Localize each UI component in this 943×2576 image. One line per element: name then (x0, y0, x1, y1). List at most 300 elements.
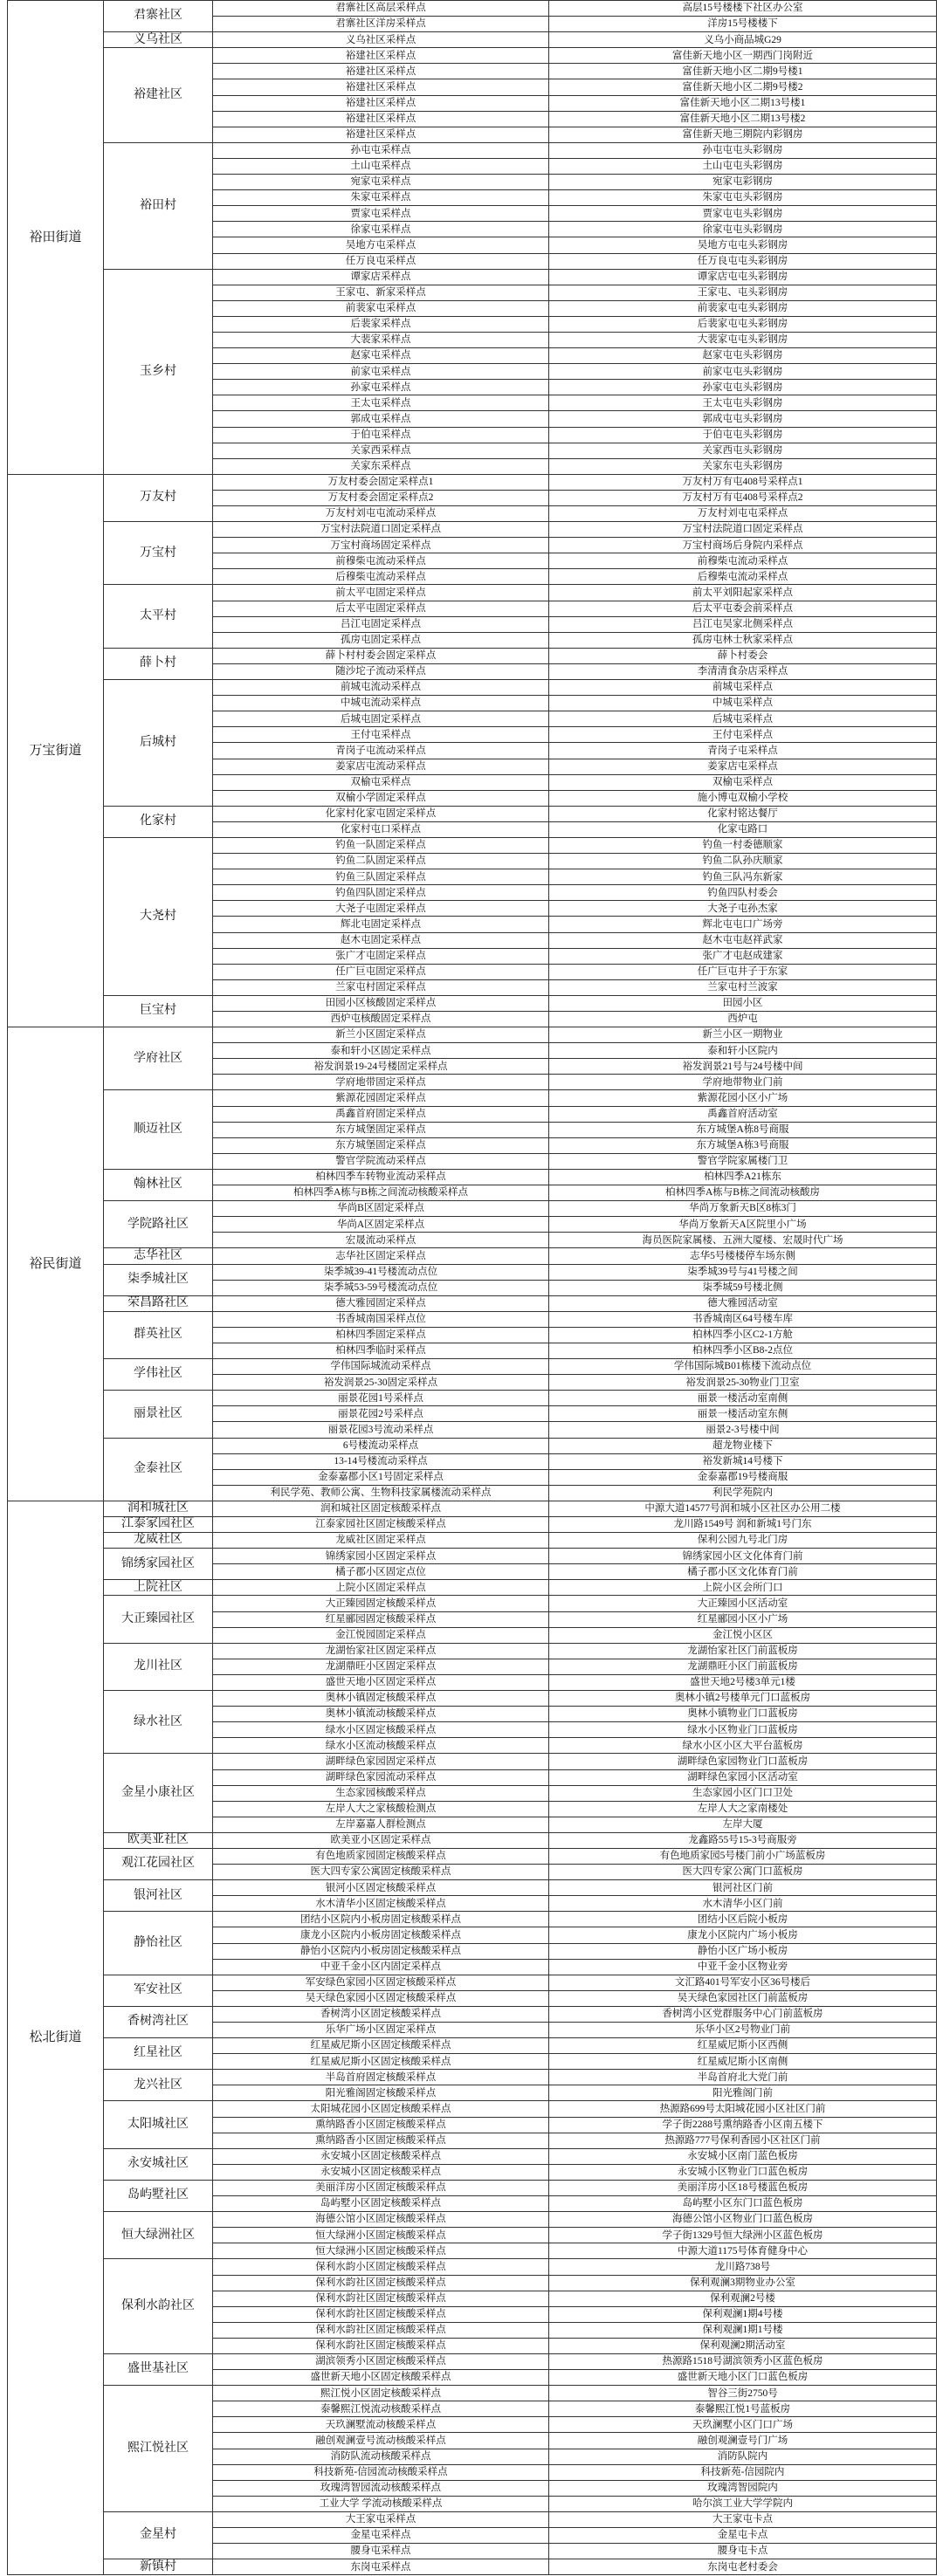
sampling-site-cell: 半岛首府固定核酸采样点 (213, 2070, 549, 2085)
community-name-cell: 巨宝村 (104, 995, 213, 1027)
site-address-cell: 施小博屯双榆小学校 (549, 790, 937, 806)
site-address-cell: 万友村万有屯408号采样点2 (549, 490, 937, 505)
sampling-site-cell: 华尚B区固定采样点 (213, 1201, 549, 1217)
site-address-cell: 学子街2288号熏纳路香小区南五楼下 (549, 2117, 937, 2133)
sampling-site-cell: 恒大绿洲小区固定核酸采样点 (213, 2228, 549, 2243)
sampling-site-cell: 双榆小学固定采样点 (213, 790, 549, 806)
site-address-cell: 孤房屯林士秋家采样点 (549, 632, 937, 648)
site-address-cell: 永安城小区南门蓝色板房 (549, 2148, 937, 2164)
sampling-site-cell: 孤房屯固定采样点 (213, 632, 549, 648)
site-address-cell: 贾家屯屯头彩钢房 (549, 206, 937, 222)
sampling-site-cell: 前太平屯固定采样点 (213, 585, 549, 601)
sampling-site-cell: 消防队流动核酸采样点 (213, 2449, 549, 2464)
community-name-cell: 太平村 (104, 585, 213, 648)
site-address-cell: 王付屯采样点 (549, 727, 937, 743)
sampling-site-cell: 吴地方屯采样点 (213, 237, 549, 253)
site-address-cell: 王家屯、屯头彩钢房 (549, 285, 937, 300)
site-address-cell: 洋房15号楼楼下 (549, 17, 937, 32)
site-address-cell: 薛卜村委会 (549, 648, 937, 663)
site-address-cell: 西炉屯 (549, 1012, 937, 1027)
sampling-site-cell: 恒大绿洲小区固定核酸采样点 (213, 2243, 549, 2259)
community-name-cell: 太阳城社区 (104, 2101, 213, 2148)
site-address-cell: 柒季城59号楼北侧 (549, 1280, 937, 1295)
sampling-site-cell: 柏林四季A栋与B栋之间流动核酸采样点 (213, 1185, 549, 1201)
table-row (8, 269, 937, 285)
sampling-site-cell: 奥林小镇固定核酸采样点 (213, 1691, 549, 1707)
site-address-cell: 海员医院家属楼、五洲大厦楼、宏晟时代广场 (549, 1233, 937, 1248)
site-address-cell: 康龙小区院内广场小板房 (549, 1927, 937, 1943)
site-address-cell: 裕发润景25-30物业门卫室 (549, 1375, 937, 1391)
sampling-site-cell: 赵家屯采样点 (213, 348, 549, 364)
table-row (8, 1295, 937, 1311)
street-name-cell: 裕田街道 (8, 1, 104, 475)
table-row (8, 1264, 937, 1280)
community-name-cell: 江泰家园社区 (104, 1517, 213, 1533)
sampling-site-cell: 张广才屯固定采样点 (213, 948, 549, 964)
site-address-cell: 双榆屯采样点 (549, 774, 937, 790)
site-address-cell: 钓鱼一村委德顺家 (549, 837, 937, 853)
site-address-cell: 义乌小商品城G29 (549, 32, 937, 48)
sampling-site-cell: 关家东采样点 (213, 458, 549, 474)
sampling-site-cell: 永安城小区固定核酸采样点 (213, 2148, 549, 2164)
site-address-cell: 吴地方屯屯头彩钢房 (549, 237, 937, 253)
sampling-site-cell: 关家西采样点 (213, 443, 549, 458)
sampling-site-cell: 盛世天地小区固定采样点 (213, 1674, 549, 1690)
site-address-cell: 岛屿墅小区东门口蓝色板房 (549, 2196, 937, 2212)
sampling-site-cell: 熏纳路香小区固定核酸采样点 (213, 2117, 549, 2133)
sampling-site-cell: 乐华广场小区固定采样点 (213, 2023, 549, 2038)
sampling-site-cell: 熏纳路香小区固定核酸采样点 (213, 2133, 549, 2148)
community-name-cell: 熙江悦社区 (104, 2386, 213, 2512)
site-address-cell: 钓鱼三队冯东新家 (549, 869, 937, 885)
community-name-cell: 君寨社区 (104, 1, 213, 32)
street-name-cell: 松北街道 (8, 1501, 104, 2574)
community-name-cell: 新镇村 (104, 2559, 213, 2575)
sampling-site-cell: 融创观澜壹号流动核酸采样点 (213, 2433, 549, 2449)
sampling-site-cell: 于伯屯采样点 (213, 427, 549, 443)
community-name-cell: 龙川社区 (104, 1643, 213, 1690)
site-address-cell: 后裴家屯屯头彩钢房 (549, 316, 937, 332)
site-address-cell: 柏林四季小区C2-1方舱 (549, 1327, 937, 1343)
community-name-cell: 观江花园社区 (104, 1848, 213, 1879)
site-address-cell: 中亚千金小区物业旁 (549, 1959, 937, 1975)
site-address-cell: 消防队院内 (549, 2449, 937, 2464)
sampling-site-cell: 润和城社区固定核酸采样点 (213, 1501, 549, 1516)
sampling-site-cell: 保利水韵社区固定核酸采样点 (213, 2291, 549, 2306)
sampling-site-cell: 玫瑰湾智园流动核酸采样点 (213, 2480, 549, 2496)
sampling-site-cell: 阳光雅阁固定核酸采样点 (213, 2085, 549, 2101)
site-address-cell: 大尧子屯孙杰家 (549, 901, 937, 917)
table-row (8, 1169, 937, 1185)
site-address-cell: 化家村铭达餐厅 (549, 806, 937, 821)
table-row (8, 474, 937, 490)
sampling-site-cell: 后穆柴屯流动采样点 (213, 569, 549, 585)
sampling-site-cell: 大王家屯采样点 (213, 2511, 549, 2527)
sampling-site-cell: 万宝村法院道口固定采样点 (213, 522, 549, 538)
sampling-site-cell: 绿水小区流动核酸采样点 (213, 1738, 549, 1754)
table-row (8, 680, 937, 696)
site-address-cell: 吕江屯吴家北侧采样点 (549, 616, 937, 632)
community-name-cell: 化家村 (104, 806, 213, 837)
site-address-cell: 张广才屯赵成建家 (549, 948, 937, 964)
site-address-cell: 谭家店屯屯头彩钢房 (549, 269, 937, 285)
site-address-cell: 泰和轩小区院内 (549, 1043, 937, 1059)
sampling-site-cell: 学伟国际城流动采样点 (213, 1359, 549, 1375)
site-address-cell: 后穆柴屯流动采样点 (549, 569, 937, 585)
site-address-cell: 橘子郡小区文化体育门前 (549, 1564, 937, 1580)
site-address-cell: 美丽洋房小区18号楼蓝色板房 (549, 2180, 937, 2195)
table-row (8, 1311, 937, 1327)
site-address-cell: 阳光雅阁门前 (549, 2085, 937, 2101)
sampling-site-cell: 华尚A区固定采样点 (213, 1217, 549, 1233)
community-name-cell: 万友村 (104, 474, 213, 521)
site-address-cell: 腰身屯卡点 (549, 2544, 937, 2559)
table-row (8, 142, 937, 158)
sampling-site-cell: 薛卜村村委会固定采样点 (213, 648, 549, 663)
sampling-site-cell: 湖滨领秀小区固定核酸采样点 (213, 2353, 549, 2369)
community-name-cell: 银河社区 (104, 1880, 213, 1912)
sampling-site-cell: 谭家店采样点 (213, 269, 549, 285)
site-address-cell: 后太平屯委会前采样点 (549, 601, 937, 616)
site-address-cell: 热源路777号保利香园小区社区门前 (549, 2133, 937, 2148)
site-address-cell: 禹鑫首府活动室 (549, 1106, 937, 1122)
sampling-site-cell: 钓鱼二队固定采样点 (213, 854, 549, 869)
site-address-cell: 生态家园小区门口卫处 (549, 1785, 937, 1801)
site-address-cell: 前城屯采样点 (549, 680, 937, 696)
community-name-cell: 香树湾社区 (104, 2006, 213, 2037)
sampling-site-cell: 紫源花园固定采样点 (213, 1090, 549, 1106)
table-row (8, 648, 937, 663)
sampling-site-cell: 欧美亚小区固定采样点 (213, 1832, 549, 1848)
community-name-cell: 顺迈社区 (104, 1090, 213, 1169)
sampling-site-cell: 学府地带固定采样点 (213, 1075, 549, 1090)
site-address-cell: 大正臻园小区活动室 (549, 1596, 937, 1611)
community-name-cell: 裕建社区 (104, 48, 213, 143)
sampling-site-cell: 泰馨熙江悦流动核酸采样点 (213, 2401, 549, 2417)
sampling-site-cell: 保利水韵小区固定核酸采样点 (213, 2259, 549, 2275)
sampling-site-cell: 裕建社区采样点 (213, 64, 549, 79)
table-row (8, 1832, 937, 1848)
sampling-site-cell: 金泰嘉郡小区1号固定采样点 (213, 1469, 549, 1485)
site-address-cell: 任万良屯屯头彩钢房 (549, 253, 937, 269)
community-name-cell: 红星社区 (104, 2038, 213, 2070)
sampling-site-cell: 双榆屯采样点 (213, 774, 549, 790)
sampling-site-cell: 绿水小区固定核酸采样点 (213, 1722, 549, 1738)
site-address-cell: 红星郦园小区小广场 (549, 1611, 937, 1627)
sampling-site-cell: 姜家店屯流动采样点 (213, 759, 549, 774)
sampling-site-cell: 龙湖怡家社区固定采样点 (213, 1643, 549, 1659)
sampling-site-cell: 海德公馆小区固定核酸采样点 (213, 2212, 549, 2228)
site-address-cell: 龙湖怡家社区门前蓝板房 (549, 1643, 937, 1659)
table-row (8, 2101, 937, 2117)
sampling-site-cell: 万友村委会固定采样点1 (213, 474, 549, 490)
site-address-cell: 王太屯屯头彩钢房 (549, 395, 937, 411)
site-address-cell: 赵木屯屯赵祥武家 (549, 932, 937, 948)
sampling-site-cell: 生态家园核酸采样点 (213, 1785, 549, 1801)
sampling-site-cell: 天玖澜墅流动核酸采样点 (213, 2417, 549, 2433)
site-address-cell: 保利观澜1期4号楼 (549, 2306, 937, 2322)
site-address-cell: 兰家屯村兰波家 (549, 979, 937, 995)
sampling-site-cell: 后太平屯固定采样点 (213, 601, 549, 616)
site-address-cell: 左岸大厦 (549, 1817, 937, 1832)
site-address-cell: 柏林四季A栋与B栋之间流动核酸房 (549, 1185, 937, 1201)
community-name-cell: 柒季城社区 (104, 1264, 213, 1295)
site-address-cell: 海德公馆小区物业门口蓝色板房 (549, 2212, 937, 2228)
site-address-cell: 文汇路401号军安小区36号楼后 (549, 1975, 937, 1990)
site-address-cell: 保利观澜2号楼 (549, 2291, 937, 2306)
site-address-cell: 柏林四季A21栋东 (549, 1169, 937, 1185)
sampling-site-cell: 奥林小镇流动核酸采样点 (213, 1707, 549, 1722)
sampling-site-cell: 丽景花园2号采样点 (213, 1406, 549, 1422)
sampling-site-cell: 君寨社区洋房采样点 (213, 17, 549, 32)
site-address-cell: 李清清食杂店采样点 (549, 663, 937, 679)
sampling-site-cell: 东方城堡固定采样点 (213, 1137, 549, 1153)
community-name-cell: 欧美亚社区 (104, 1832, 213, 1848)
sampling-site-cell: 左岸嘉嘉人群检测点 (213, 1817, 549, 1832)
site-address-cell: 前裴家屯屯头彩钢房 (549, 300, 937, 316)
sampling-site-cell: 王付屯采样点 (213, 727, 549, 743)
site-address-cell: 红星威尼斯小区南侧 (549, 2054, 937, 2070)
site-address-cell: 姜家店屯采样点 (549, 759, 937, 774)
community-name-cell: 上院社区 (104, 1580, 213, 1596)
table-row (8, 522, 937, 538)
sampling-site-cell: 东岗屯采样点 (213, 2559, 549, 2575)
community-name-cell: 学伟社区 (104, 1359, 213, 1391)
sampling-site-cell: 孙屯屯采样点 (213, 142, 549, 158)
site-address-cell: 团结小区后院小板房 (549, 1912, 937, 1927)
table-row (8, 1643, 937, 1659)
site-address-cell: 中源大道14577号润和城小区社区办公用二楼 (549, 1501, 937, 1516)
site-address-cell: 盛世新天地小区门口蓝色板房 (549, 2370, 937, 2386)
community-name-cell: 群英社区 (104, 1311, 213, 1358)
community-name-cell: 恒大绿洲社区 (104, 2212, 213, 2259)
site-address-cell: 紫源花园小区小广场 (549, 1090, 937, 1106)
site-address-cell: 龙川路1549号 润和新城1号门东 (549, 1517, 937, 1533)
sampling-site-cell: 禹鑫首府固定采样点 (213, 1106, 549, 1122)
site-address-cell: 绿水小区物业门口蓝板房 (549, 1722, 937, 1738)
community-name-cell: 润和城社区 (104, 1501, 213, 1516)
sampling-site-cell: 柒季城53-59号楼流动点位 (213, 1280, 549, 1295)
site-address-cell: 超龙物业楼下 (549, 1438, 937, 1453)
site-address-cell: 富佳新天地小区二期9号楼1 (549, 64, 937, 79)
site-address-cell: 吴天绿色家园社区门前蓝板房 (549, 1990, 937, 2006)
site-address-cell: 乐华小区2号物业门前 (549, 2023, 937, 2038)
site-address-cell: 利民学苑院内 (549, 1485, 937, 1501)
site-address-cell: 华尚万象新天A区院里小广场 (549, 1217, 937, 1233)
sampling-site-cell: 军安绿色家园小区固定核酸采样点 (213, 1975, 549, 1990)
site-address-cell: 万友村刘屯屯采样点 (549, 506, 937, 522)
site-address-cell: 高层15号楼楼下社区办公室 (549, 1, 937, 17)
community-name-cell: 盛世基社区 (104, 2353, 213, 2385)
site-address-cell: 左岸人大之家南楼处 (549, 1801, 937, 1817)
community-name-cell: 岛屿墅社区 (104, 2180, 213, 2211)
sampling-site-cell: 兰家屯村固定采样点 (213, 979, 549, 995)
sampling-site-cell: 宏晟流动采样点 (213, 1233, 549, 1248)
community-name-cell: 万宝村 (104, 522, 213, 585)
site-address-cell: 融创观澜壹号门广场 (549, 2433, 937, 2449)
site-address-cell: 大王家屯卡点 (549, 2511, 937, 2527)
site-address-cell: 富佳新天地小区二期9号楼2 (549, 79, 937, 95)
sampling-site-cell: 康龙小区院内小板房固定核酸采样点 (213, 1927, 549, 1943)
site-address-cell: 前家屯屯头彩钢房 (549, 364, 937, 380)
sampling-site-cell: 化家村屯口采样点 (213, 821, 549, 837)
table-row (8, 995, 937, 1011)
sampling-site-cell: 科技新苑-信园流动核酸采样点 (213, 2464, 549, 2480)
table-row (8, 32, 937, 48)
community-name-cell: 永安城社区 (104, 2148, 213, 2180)
sampling-site-cell: 徐家屯采样点 (213, 222, 549, 237)
sampling-site-cell: 银河小区固定核酸采样点 (213, 1880, 549, 1896)
community-name-cell: 荣昌路社区 (104, 1295, 213, 1311)
community-name-cell: 翰林社区 (104, 1169, 213, 1200)
sampling-site-cell: 美丽洋房小区固定核酸采样点 (213, 2180, 549, 2195)
site-address-cell: 永安城小区物业门口蓝色板房 (549, 2164, 937, 2180)
table-row (8, 1754, 937, 1769)
sampling-site-cell: 裕建社区采样点 (213, 111, 549, 127)
table-row (8, 1596, 937, 1611)
sampling-site-cell: 上院小区固定采样点 (213, 1580, 549, 1596)
table-row (8, 2148, 937, 2164)
site-address-cell: 裕发新城14号楼下 (549, 1453, 937, 1469)
sampling-site-cell: 裕建社区采样点 (213, 127, 549, 142)
table-row (8, 1359, 937, 1375)
site-address-cell: 万宝村法院道口固定采样点 (549, 522, 937, 538)
table-row (8, 2511, 937, 2527)
sampling-site-cell: 赵木屯固定采样点 (213, 932, 549, 948)
table-row (8, 1027, 937, 1043)
site-address-cell: 湖畔绿色家园小区活动室 (549, 1769, 937, 1785)
sampling-site-cell: 君寨社区高层采样点 (213, 1, 549, 17)
sampling-site-cell: 腰身屯采样点 (213, 2544, 549, 2559)
community-name-cell: 薛卜村 (104, 648, 213, 679)
table-row (8, 585, 937, 601)
site-address-cell: 赵家屯屯头彩钢房 (549, 348, 937, 364)
site-address-cell: 热源路1518号湖滨领秀小区蓝色板房 (549, 2353, 937, 2369)
community-name-cell: 大尧村 (104, 837, 213, 995)
community-name-cell: 龙威社区 (104, 1533, 213, 1549)
table-row (8, 2180, 937, 2195)
table-row (8, 1248, 937, 1264)
sampling-site-cell: 龙湖鼎旺小区固定采样点 (213, 1659, 549, 1674)
sampling-site-cell: 红星郦园固定核酸采样点 (213, 1611, 549, 1627)
sampling-site-cell: 任万良屯采样点 (213, 253, 549, 269)
sampling-site-cell: 柏林四季固定采样点 (213, 1327, 549, 1343)
sampling-site-cell: 土山屯采样点 (213, 158, 549, 174)
site-address-cell: 华尚万象新天B区8栋3门 (549, 1201, 937, 1217)
table-row (8, 2386, 937, 2401)
site-address-cell: 智谷三街2750号 (549, 2386, 937, 2401)
site-address-cell: 泰馨熙江悦1号蓝板房 (549, 2401, 937, 2417)
table-row (8, 1090, 937, 1106)
table-row (8, 1, 937, 17)
site-address-cell: 科技新苑-信园院内 (549, 2464, 937, 2480)
sampling-site-cell: 随沙坨子流动采样点 (213, 663, 549, 679)
table-row (8, 1438, 937, 1453)
table-row (8, 2259, 937, 2275)
sampling-site-cell: 丽景花园3号流动采样点 (213, 1422, 549, 1438)
sampling-site-cell: 保利水韵社区固定核酸采样点 (213, 2306, 549, 2322)
community-name-cell: 绿水社区 (104, 1691, 213, 1754)
sampling-site-cell: 钓鱼四队固定采样点 (213, 885, 549, 901)
sampling-sites-table (7, 0, 937, 2575)
site-address-cell: 中城屯采样点 (549, 696, 937, 711)
sampling-site-cell: 13-14号楼流动采样点 (213, 1453, 549, 1469)
site-address-cell: 静怡小区广场小板房 (549, 1943, 937, 1959)
site-address-cell: 学子街1329号恒大绿洲小区蓝色板房 (549, 2228, 937, 2243)
sampling-site-cell: 前家屯采样点 (213, 364, 549, 380)
sampling-site-cell: 郭成屯采样点 (213, 411, 549, 427)
sampling-site-cell: 钓鱼三队固定采样点 (213, 869, 549, 885)
table-row (8, 2070, 937, 2085)
table-row (8, 1533, 937, 1549)
site-address-cell: 田园小区 (549, 995, 937, 1011)
sampling-site-cell: 岛屿墅小区固定核酸采样点 (213, 2196, 549, 2212)
sampling-site-cell: 后城屯固定采样点 (213, 711, 549, 727)
site-address-cell: 郭成屯屯头彩钢房 (549, 411, 937, 427)
sampling-site-cell: 大尧子屯固定采样点 (213, 901, 549, 917)
community-name-cell: 金泰社区 (104, 1438, 213, 1501)
site-address-cell: 玫瑰湾智园院内 (549, 2480, 937, 2496)
sampling-site-cell: 盛世新天地小区固定核酸采样点 (213, 2370, 549, 2386)
site-address-cell: 保利观澜3期物业办公室 (549, 2275, 937, 2291)
table-row (8, 2353, 937, 2369)
sampling-site-cell: 万友村委会固定采样点2 (213, 490, 549, 505)
site-address-cell: 宛家屯彩钢房 (549, 175, 937, 190)
sampling-site-cell: 东方城堡固定采样点 (213, 1122, 549, 1137)
sampling-site-cell: 有色地质家园固定核酸采样点 (213, 1848, 549, 1864)
sampling-site-cell: 德大雅园固定采样点 (213, 1295, 549, 1311)
community-name-cell: 龙兴社区 (104, 2070, 213, 2101)
sampling-site-cell: 大正臻园固定核酸采样点 (213, 1596, 549, 1611)
street-name-cell: 万宝街道 (8, 474, 104, 1027)
sampling-site-cell: 利民学苑、教师公寓、生物科技家属楼流动采样点 (213, 1485, 549, 1501)
community-name-cell: 后城村 (104, 680, 213, 807)
sampling-site-cell: 义乌社区采样点 (213, 32, 549, 48)
site-address-cell: 保利公园九号北门房 (549, 1533, 937, 1549)
site-address-cell: 万宝村商场后身院内采样点 (549, 538, 937, 553)
sampling-site-cell: 保利水韵社区固定核酸采样点 (213, 2275, 549, 2291)
site-address-cell: 金泰嘉郡19号楼商服 (549, 1469, 937, 1485)
table-row (8, 2559, 937, 2575)
site-address-cell: 富佳新天地小区二期13号楼1 (549, 95, 937, 111)
table-row (8, 806, 937, 821)
sampling-site-cell: 保利水韵社区固定核酸采样点 (213, 2338, 549, 2353)
site-address-cell: 孙家屯屯头彩钢房 (549, 380, 937, 395)
site-address-cell: 龙川路738号 (549, 2259, 937, 2275)
sampling-site-cell: 太阳城花园小区固定核酸采样点 (213, 2101, 549, 2117)
site-address-cell: 后城屯采样点 (549, 711, 937, 727)
site-address-cell: 徐家屯屯头彩钢房 (549, 222, 937, 237)
community-name-cell: 军安社区 (104, 1975, 213, 2006)
sampling-site-cell: 裕建社区采样点 (213, 48, 549, 64)
table-row (8, 837, 937, 853)
site-address-cell: 东方城堡A栋8号商服 (549, 1122, 937, 1137)
table-row (8, 48, 937, 64)
table-row (8, 1201, 937, 1217)
sampling-site-cell: 水木清华小区固定核酸采样点 (213, 1896, 549, 1912)
sampling-site-cell: 裕发润景19-24号楼固定采样点 (213, 1059, 549, 1075)
site-address-cell: 青岗子屯采样点 (549, 743, 937, 759)
site-address-cell: 保利观澜2期活动室 (549, 2338, 937, 2353)
site-address-cell: 孙屯屯屯头彩钢房 (549, 142, 937, 158)
site-address-cell: 有色地质家园5号楼门前小广场蓝板房 (549, 1848, 937, 1864)
site-address-cell: 丽景2-3号楼中间 (549, 1422, 937, 1438)
sampling-site-cell: 静怡小区院内小板房固定核酸采样点 (213, 1943, 549, 1959)
sampling-sites-table-container (7, 0, 936, 2575)
site-address-cell: 龙湖鼎旺小区门前蓝板房 (549, 1659, 937, 1674)
sampling-site-cell: 江泰家园社区固定核酸采样点 (213, 1517, 549, 1533)
sampling-site-cell: 新兰小区固定采样点 (213, 1027, 549, 1043)
